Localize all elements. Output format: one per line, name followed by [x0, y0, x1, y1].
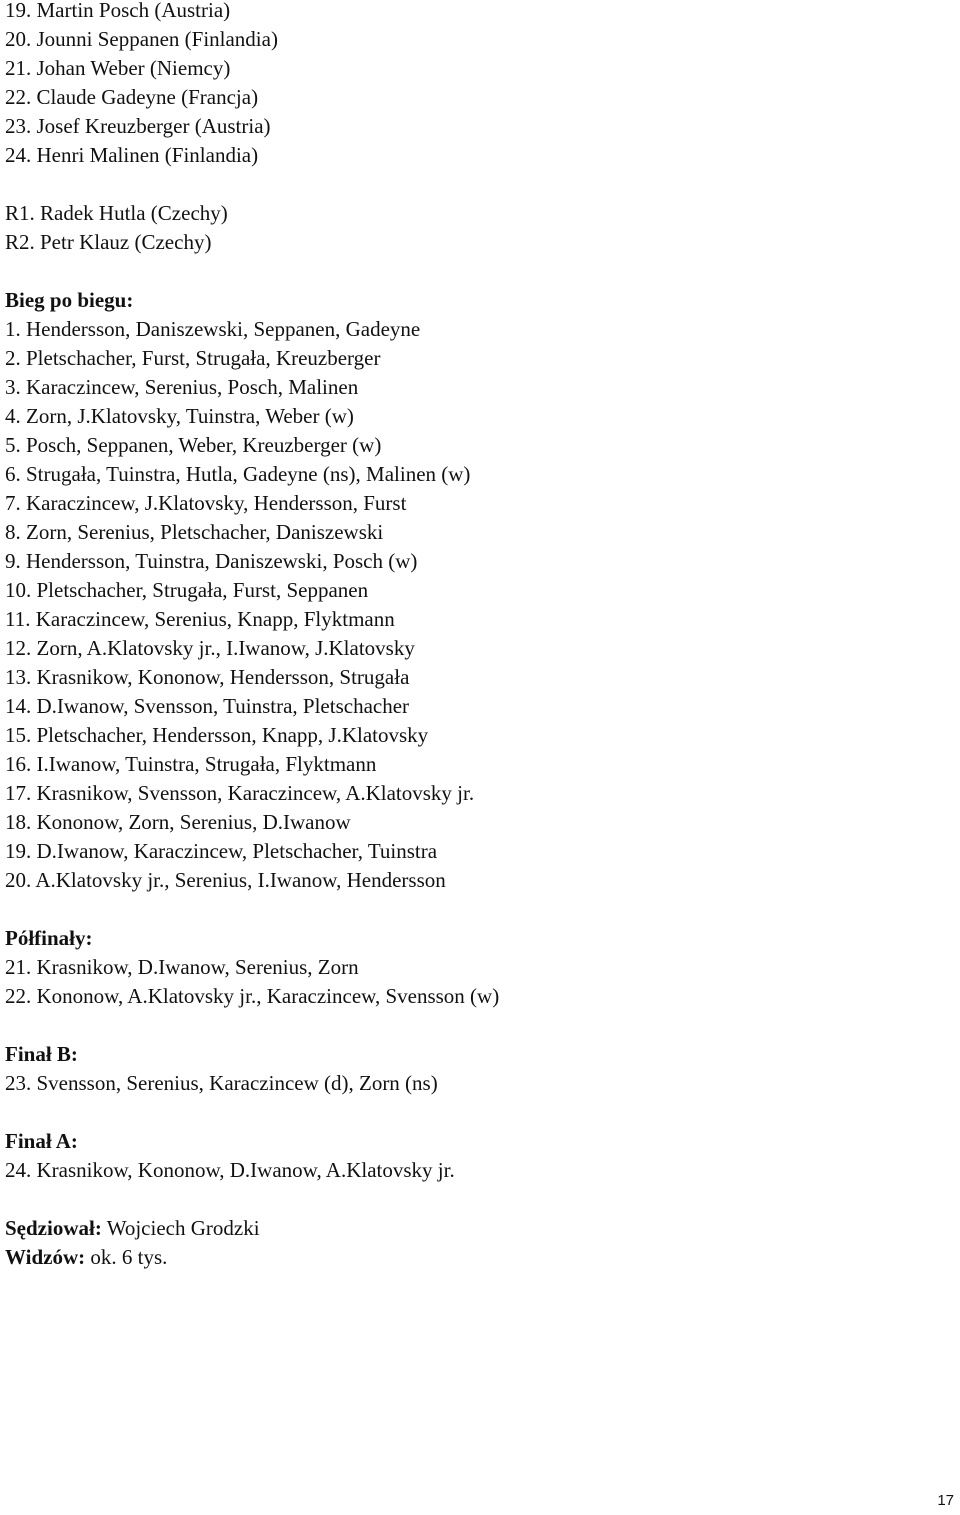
participant-line: 19. Martin Posch (Austria): [5, 0, 231, 22]
semifinal-line: 21. Krasnikow, D.Iwanow, Serenius, Zorn: [5, 955, 359, 979]
heats-section: [5, 286, 945, 895]
heat-line: 13. Krasnikow, Kononow, Hendersson, Strugała: [5, 665, 410, 689]
final-a-section: [5, 1127, 945, 1185]
final-b-section: [5, 1040, 945, 1098]
heat-line: 9. Hendersson, Tuinstra, Daniszewski, Posch (w): [5, 549, 418, 573]
heat-line: 10. Pletschacher, Strugała, Furst, Seppanen: [5, 578, 369, 602]
participant-line: 22. Claude Gadeyne (Francja): [5, 85, 259, 109]
semifinal-line: 22. Kononow, A.Klatovsky jr., Karaczincew, Svensson (w): [5, 984, 500, 1008]
reserves-list: [5, 199, 945, 257]
spacer: [5, 1098, 945, 1127]
semifinals-heading: Półfinały:: [5, 926, 93, 950]
heat-line: 7. Karaczincew, J.Klatovsky, Hendersson, Furst: [5, 491, 407, 515]
referee-value: Wojciech Grodzki: [101, 1216, 260, 1240]
page-number: 17: [937, 1492, 954, 1509]
heat-line: 4. Zorn, J.Klatovsky, Tuinstra, Weber (w): [5, 404, 354, 428]
heat-line: 2. Pletschacher, Furst, Strugała, Kreuzberger: [5, 346, 381, 370]
heat-line: 8. Zorn, Serenius, Pletschacher, Daniszewski: [5, 520, 384, 544]
referee-label: Sędziował:: [5, 1216, 102, 1240]
heat-line: 14. D.Iwanow, Svensson, Tuinstra, Pletschacher: [5, 694, 410, 718]
final-a-line: 24. Krasnikow, Kononow, D.Iwanow, A.Klatovsky jr.: [5, 1158, 455, 1182]
heat-line: 18. Kononow, Zorn, Serenius, D.Iwanow: [5, 810, 351, 834]
heat-line: 12. Zorn, A.Klatovsky jr., I.Iwanow, J.Klatovsky: [5, 636, 415, 660]
spectators-label: Widzów:: [5, 1245, 86, 1269]
heat-line: 17. Krasnikow, Svensson, Karaczincew, A.Klatovsky jr.: [5, 781, 475, 805]
participant-line: 21. Johan Weber (Niemcy): [5, 56, 231, 80]
participants-list: [5, 0, 945, 170]
spacer: [5, 170, 945, 199]
heats-heading: Bieg po biegu:: [5, 288, 134, 312]
referee-line: [5, 1214, 945, 1243]
spacer: [5, 1011, 945, 1040]
heat-line: 6. Strugała, Tuinstra, Hutla, Gadeyne (ns), Malinen (w): [5, 462, 471, 486]
heat-line: 15. Pletschacher, Hendersson, Knapp, J.Klatovsky: [5, 723, 429, 747]
participant-line: 23. Josef Kreuzberger (Austria): [5, 114, 271, 138]
match-info: [5, 1214, 945, 1272]
participant-line: 20. Jounni Seppanen (Finlandia): [5, 27, 278, 51]
reserve-line: R2. Petr Klauz (Czechy): [5, 230, 212, 254]
semifinals-section: [5, 924, 945, 1011]
heat-line: 3. Karaczincew, Serenius, Posch, Malinen: [5, 375, 359, 399]
spacer: [5, 895, 945, 924]
heat-line: 20. A.Klatovsky jr., Serenius, I.Iwanow, Hendersson: [5, 868, 446, 892]
heat-line: 16. I.Iwanow, Tuinstra, Strugała, Flyktmann: [5, 752, 377, 776]
participant-line: 24. Henri Malinen (Finlandia): [5, 143, 259, 167]
spectators-line: [5, 1243, 945, 1272]
spacer: [5, 257, 945, 286]
reserve-line: R1. Radek Hutla (Czechy): [5, 201, 228, 225]
final-b-heading: Finał B:: [5, 1042, 78, 1066]
spacer: [5, 1185, 945, 1214]
heat-line: 5. Posch, Seppanen, Weber, Kreuzberger (w): [5, 433, 382, 457]
document-page: [5, 0, 945, 1272]
final-a-heading: Finał A:: [5, 1129, 78, 1153]
heat-line: 1. Hendersson, Daniszewski, Seppanen, Gadeyne: [5, 317, 421, 341]
heat-line: 19. D.Iwanow, Karaczincew, Pletschacher, Tuinstra: [5, 839, 438, 863]
heat-line: 11. Karaczincew, Serenius, Knapp, Flyktmann: [5, 607, 395, 631]
spectators-value: ok. 6 tys.: [85, 1245, 168, 1269]
final-b-line: 23. Svensson, Serenius, Karaczincew (d), Zorn (ns): [5, 1071, 438, 1095]
